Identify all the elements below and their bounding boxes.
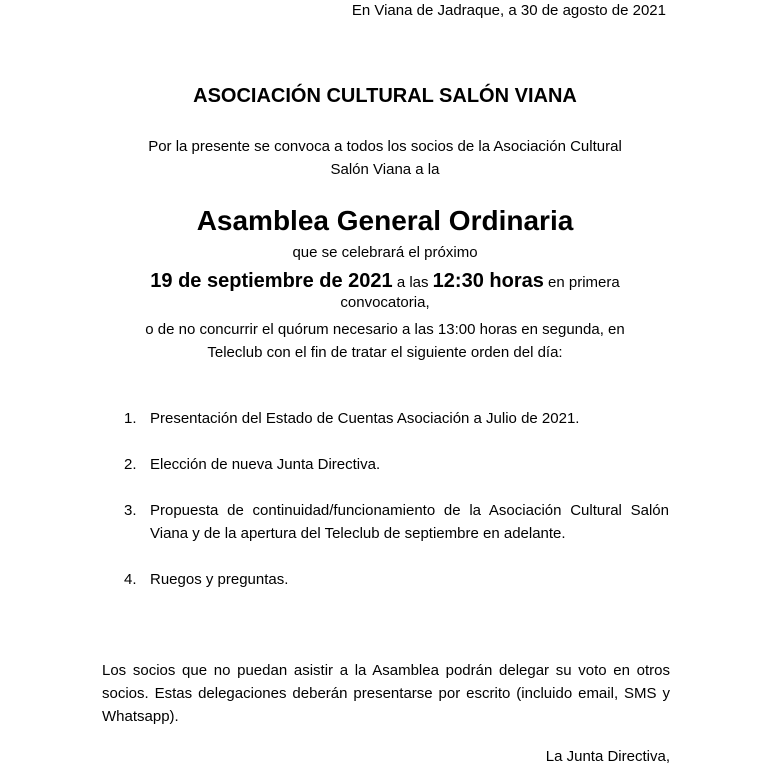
event-date: 19 de septiembre de 2021 (150, 270, 393, 292)
agenda-item-text: Propuesta de continuidad/funcionamiento de la Asociación Cultural Salón Viana y de la apertura del Teleclub de septiembre en adelante. (150, 502, 669, 542)
place-date: En Viana de Jadraque, a 30 de agosto de 2021 (351, 2, 666, 19)
closing-paragraph: Los socios que no puedan asistir a la Asamblea podrán delegar su voto en otros socios. Estas delegaciones deberán presentarse por escrito (incluido email, SMS y Whatsapp). (102, 662, 670, 725)
agenda-item-number: 2. (124, 456, 137, 473)
agenda-item-text: Elección de nueva Junta Directiva. (150, 456, 381, 473)
intro-line-1: Por la presente se convoca a todos los socios de la Asociación Cultural (148, 138, 622, 155)
agenda-item (124, 568, 669, 591)
agenda-list (124, 407, 669, 614)
agenda-item (124, 453, 669, 476)
event-connector: a las (396, 274, 429, 291)
event-suffix: en primera (548, 274, 620, 291)
agenda-item-number: 3. (124, 502, 137, 519)
organization-title: ASOCIACIÓN CULTURAL SALÓN VIANA (193, 85, 577, 107)
intro-line-2: Salón Viana a la (330, 161, 440, 178)
assembly-title: Asamblea General Ordinaria (196, 205, 574, 236)
convocation-line: convocatoria, (340, 294, 430, 311)
agenda-item-number: 4. (124, 571, 137, 588)
intro-paragraph (100, 135, 670, 181)
body-line-1: o de no concurrir el quórum necesario a las 13:00 horas en segunda, en (145, 321, 625, 338)
body-paragraph (100, 318, 670, 364)
agenda-item-text: Ruegos y preguntas. (150, 571, 289, 588)
celebration-line: que se celebrará el próximo (292, 244, 478, 261)
agenda-item-text: Presentación del Estado de Cuentas Asociación a Julio de 2021. (150, 410, 580, 427)
agenda-item (124, 407, 669, 430)
agenda-item-number: 1. (124, 410, 137, 427)
signature: La Junta Directiva, (545, 748, 670, 765)
body-line-2: Teleclub con el fin de tratar el siguiente orden del día: (207, 344, 563, 361)
event-time: 12:30 horas (432, 270, 544, 292)
agenda-item (124, 499, 669, 545)
